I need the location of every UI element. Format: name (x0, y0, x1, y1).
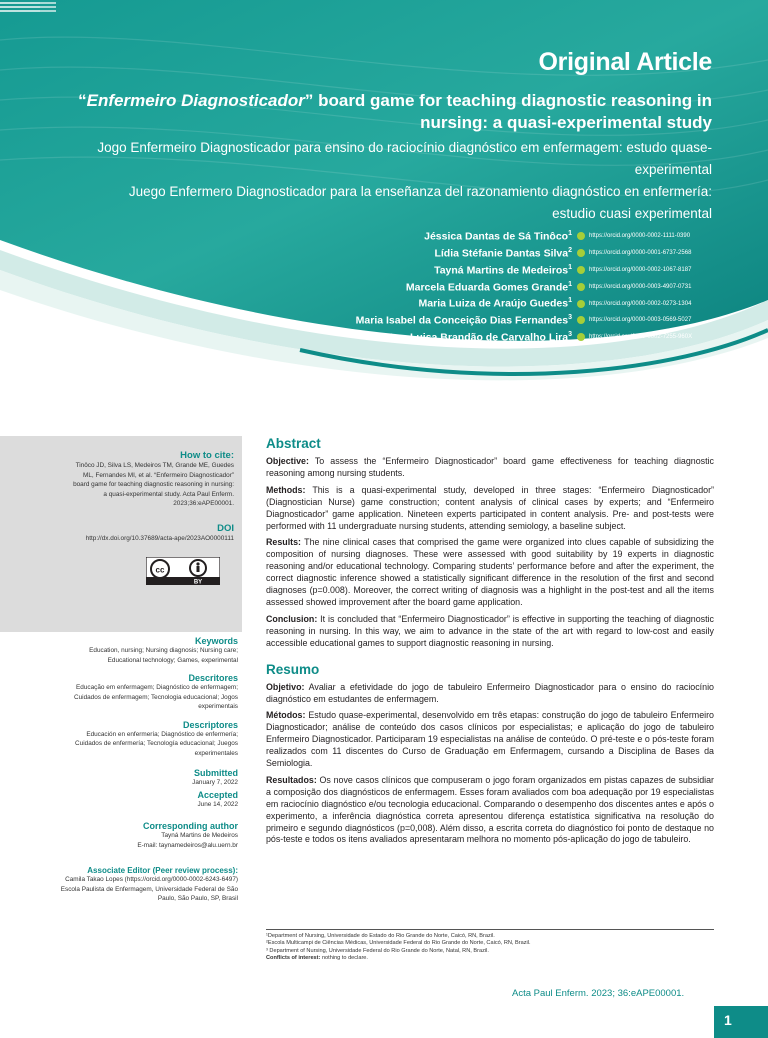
resumo-heading: Resumo (266, 661, 320, 677)
affiliation-2: ²Escola Multicampi de Ciências Médicas, Universidade Federal do Rio Grande do Norte, Caicó, RN, Brazil. (266, 940, 531, 947)
doi-link[interactable]: http://dx.doi.org/10.37689/acta-ape/2023AO0000111 (85, 534, 234, 542)
author-item (172, 262, 712, 279)
corresponding-author-email[interactable]: E-mail: taynamedeiros@alu.uern.br (137, 841, 238, 849)
conflicts-label: Conflicts of interest: (266, 955, 321, 962)
citation-panel (0, 436, 242, 632)
accepted-date: June 14, 2022 (197, 800, 238, 808)
author-item (172, 228, 712, 245)
footer-citation: Acta Paul Enferm. 2023; 36:eAPE00001. (512, 988, 685, 999)
objective-text: To assess the “Enfermeiro Diagnosticador” board game effectiveness for teaching diagnostic reasoning among nursing students. (266, 456, 714, 478)
title-rest: ” board game for teaching diagnostic reasoning in nursing: a quasi-experimental study (304, 91, 712, 132)
resultados-label: Resultados: (266, 774, 317, 785)
author-item (172, 278, 712, 295)
methods-label: Methods: (266, 484, 306, 495)
accepted-heading: Accepted (197, 789, 238, 800)
author-item (172, 295, 712, 312)
orcid-link[interactable]: https://orcid.org/0000-0003-4907-0731 (589, 283, 692, 290)
orcid-icon (577, 300, 585, 308)
orcid-icon (577, 266, 585, 274)
author-name: Ana Luisa Brandão de Carvalho Lira$^3$ (387, 330, 572, 344)
associate-editor-text: Camila Takao Lopes (https://orcid.org/0000-0002-6243-6497) Escola Paulista de Enfermagem, Universidade Federal de São Paulo, São Paulo, SP, Brasil (60, 876, 238, 902)
methods-text: This is a quasi-experimental study, developed in three stages: “Enfermeiro Diagnosticador” (Diagnostician Nurse) game construction; content analysis of clinical cases by experts; and “Enfermeiro Diagnosticador” game application. Nineteen experts participated in content analysis. Pre- and post-tests were performed with 11 undergraduate nursing students, attending semiology, a baseline subject. (266, 484, 714, 531)
main-content (266, 436, 714, 851)
resultados-text: Os nove casos clínicos que compuseram o jogo foram organizados em pistas capazes de subsidiar a composição dos diagnósticos de enfermagem. Esses foram avaliados com boa adequação por 19 especialistas em raciocínio diagnóstico e/ou tecnologia educacional. Comparando o desempenho dos discentes antes e após o experimento, a inferência diagnóstica correta apresentou diferença estatística significativa na resolução do primeiro e segundo diagnósticos (p=0,008). Além disso, a escrita correta do diagnóstico foi ponto de destaque no pós-teste e todos os itens avaliados apresentaram melhora no momento pós-aplicação do jogo de tabuleiro. (266, 774, 714, 845)
author-name: Lídia Stéfanie Dantas Silva$^2$ (434, 246, 572, 260)
objetivo-text: Avaliar a efetividade do jogo de tabuleiro Enfermeiro Diagnosticador para o ensino do raciocínio diagnóstico em estudantes de enfermagem. (266, 681, 714, 704)
conclusion-label: Conclusion: (266, 613, 318, 624)
conflicts-of-interest (266, 955, 714, 962)
orcid-icon (577, 333, 585, 341)
doi-heading: DOI (217, 522, 234, 534)
author-name: Maria Luiza de Araújo Guedes$^1$ (418, 297, 572, 310)
title-game-name: Enfermeiro Diagnosticador (86, 91, 305, 110)
orcid-link[interactable]: https://orcid.org/0000-0003-0569-5027 (589, 317, 692, 324)
orcid-link[interactable]: https://orcid.org/0000-0002-0273-1304 (589, 300, 692, 307)
conflicts-text: nothing to declare. (320, 955, 368, 962)
descritores-text: Educação em enfermagem; Diagnóstico de enfermagem; Cuidados de enfermagem; Tecnologia educacional; Jogos experimentais (73, 684, 238, 710)
author-item (172, 329, 712, 346)
orcid-link[interactable]: https://orcid.org/0000-0002-1111-0390 (589, 233, 691, 240)
author-name: Tayná Martins de Medeiros$^1$ (434, 263, 572, 277)
orcid-icon (577, 316, 585, 324)
resumo-metodos (266, 710, 714, 770)
how-to-cite-heading: How to cite: (180, 450, 234, 461)
descriptores-text: Educación en enfermería; Diagnóstico de enfermería; Cuidados de enfermería; Tecnología educacional; Juegos experimentales (75, 730, 238, 757)
affiliation-3: ³ Department of Nursing, Universidade Federal do Rio Grande do Norte, Natal, RN, Brazil. (266, 947, 489, 954)
keywords-text: Education, nursing; Nursing diagnosis; Nursing care; Educational technology; Games, experimental (89, 647, 238, 664)
descritores-heading: Descritores (188, 673, 238, 683)
keywords-heading: Keywords (194, 636, 238, 646)
header-banner (0, 0, 768, 390)
author-name: Marcela Eduarda Gomes Grande$^1$ (405, 280, 572, 294)
objetivo-label: Objetivo: (266, 681, 305, 692)
sidebar (0, 436, 242, 904)
abstract-results (266, 537, 714, 608)
orcid-link[interactable]: https://orcid.org/0000-0002-7255-960X (589, 334, 693, 341)
corresponding-author-name: Tayná Martins de Medeiros (161, 832, 238, 839)
metodos-label: Métodos: (266, 710, 306, 721)
abstract-heading: Abstract (266, 436, 321, 451)
abstract-methods (266, 485, 714, 533)
conclusion-text: It is concluded that “Enfermeiro Diagnosticador” is effective in supporting the teaching of diagnostic reasoning in nursing. In this way, we aim to advance in the state of the art with regard to low-cost and easily accessible educational games to support diagnostic reasoning in nursing. (266, 613, 714, 648)
metodos-text: Estudo quase-experimental, desenvolvido em três etapas: construção do jogo de tabuleiro Enfermeiro Diagnosticador; análise de conteúdo dos casos clínicos por especialistas; e aplicação do jogo de tabuleiro Enfermeiro Diagnosticador. Participaram 19 especialistas na análise de conteúdo. O pré-teste e o pós-teste foram realizados com 11 discentes do Curso de Graduação em Enfermagem, cursando a Disciplina de Bases da Semiologia. (266, 710, 714, 769)
author-name: Jéssica Dantas de Sá Tinôco$^1$ (424, 230, 572, 243)
results-text: The nine clinical cases that comprised the game were organized into clues capable of subsidizing the composition of nursing diagnoses. These were assessed with good suitability by 19 experts in diagnostic reasoning and/or educational technology. Comparing students’ performance before and after the experiment, the correct diagnostic inference showed a statistically significant difference in the resolution of the first and second diagnoses (p=0.008). Moreover, the correct writing of diagnosis was a highlight in the post-test and all the items assessed showed improvement after the board game application. (266, 537, 714, 607)
title-portuguese: Jogo Enfermeiro Diagnosticador para ensino do raciocínio diagnóstico em enfermagem: estudo quase-experimental (97, 140, 712, 177)
resumo-resultados (266, 775, 714, 846)
submitted-heading: Submitted (194, 768, 238, 778)
objective-label: Objective: (266, 456, 309, 466)
metadata-panel (0, 636, 242, 904)
submitted-date: January 7, 2022 (192, 779, 238, 786)
associate-editor-heading: Associate Editor (Peer review process): (87, 866, 238, 875)
svg-text:cc: cc (155, 565, 165, 575)
article-title (72, 90, 712, 134)
orcid-link[interactable]: https://orcid.org/0000-0002-1067-8187 (589, 266, 692, 273)
descriptores-heading: Descriptores (182, 719, 238, 730)
how-to-cite-text: Tinôco JD, Silva LS, Medeiros TM, Grande ME, Guedes ML, Fernandes MI, et al. “Enfermeiro Diagnosticador” board game for teaching diagnostic reasoning in nursing: a quasi-experimental study. Acta Paul Enferm. 2023;36:eAPE00001. (73, 462, 234, 507)
page-number: 1 (724, 1012, 732, 1028)
title-quote: “ (78, 91, 87, 110)
author-item (172, 245, 712, 262)
orcid-link[interactable]: https://orcid.org/0000-0001-6737-2568 (589, 250, 692, 257)
article-type-lines-right (0, 0, 56, 14)
affiliation-1: ¹Department of Nursing, Universidade do Estado do Rio Grande do Norte, Caicó, RN, Brazil. (266, 933, 495, 939)
corresponding-author-heading: Corresponding author (143, 821, 238, 831)
orcid-icon (577, 249, 585, 257)
orcid-icon (577, 232, 585, 240)
resumo-objetivo (266, 682, 714, 706)
results-label: Results: (266, 537, 302, 548)
cc-by-license-icon[interactable] (146, 557, 220, 585)
page-number-box (714, 1006, 768, 1038)
author-name: Maria Isabel da Conceição Dias Fernandes$^3$ (355, 314, 572, 327)
article-type: Original Article (538, 48, 712, 76)
orcid-icon (577, 283, 585, 291)
author-list (172, 228, 712, 346)
license-label: BY (193, 579, 203, 585)
abstract-objective (266, 456, 714, 480)
title-spanish: Juego Enfermero Diagnosticador para la enseñanza del razonamiento diagnóstico en enfermería: estudio cuasi experimental (128, 184, 712, 221)
abstract-conclusion (266, 614, 714, 650)
author-item (172, 312, 712, 329)
affiliations (266, 929, 714, 963)
